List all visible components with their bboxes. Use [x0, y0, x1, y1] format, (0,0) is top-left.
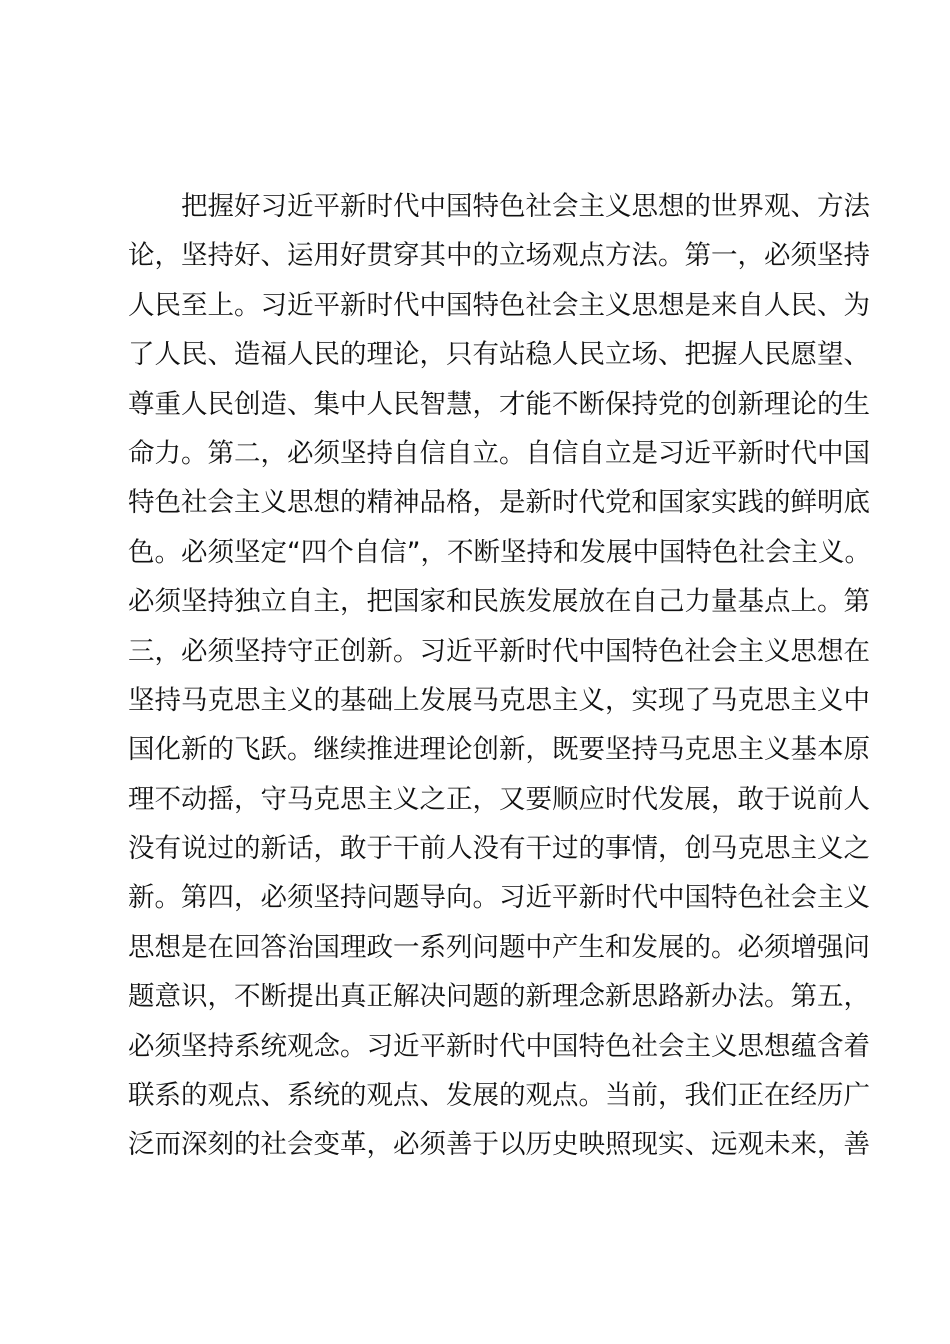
body-paragraph	[128, 182, 871, 1170]
paragraph-line: 题意识，不断提出真正解决问题的新理念新思路新办法。第五，	[128, 981, 870, 1013]
paragraph-line: 论，坚持好、运用好贯穿其中的立场观点方法。第一，必须坚持	[128, 240, 870, 272]
paragraph-line: 把握好习近平新时代中国特色社会主义思想的世界观、方法	[181, 191, 870, 222]
paragraph-line: 联系的观点、系统的观点、发展的观点。当前，我们正在经历广	[128, 1080, 870, 1112]
paragraph-line: 特色社会主义思想的精神品格，是新时代党和国家实践的鲜明底	[128, 487, 870, 519]
paragraph-line: 国化新的飞跃。继续推进理论创新，既要坚持马克思主义基本原	[128, 734, 870, 766]
paragraph-line: 命力。第二，必须坚持自信自立。自信自立是习近平新时代中国	[128, 437, 870, 469]
paragraph-line: 坚持马克思主义的基础上发展马克思主义，实现了马克思主义中	[128, 684, 870, 716]
paragraph-line: 理不动摇，守马克思主义之正，又要顺应时代发展，敢于说前人	[128, 783, 870, 815]
paragraph-line: 必须坚持系统观念。习近平新时代中国特色社会主义思想蕴含着	[128, 1030, 870, 1062]
paragraph-line: 尊重人民创造、集中人民智慧，才能不断保持党的创新理论的生	[128, 388, 870, 420]
paragraph-line: 泛而深刻的社会变革，必须善于以历史映照现实、远观未来，善	[128, 1129, 870, 1161]
paragraph-line: 必须坚持独立自主，把国家和民族发展放在自己力量基点上。第	[128, 586, 870, 618]
paragraph-line: 了人民、造福人民的理论，只有站稳人民立场、把握人民愿望、	[128, 339, 870, 371]
paragraph-line: 思想是在回答治国理政一系列问题中产生和发展的。必须增强问	[128, 931, 870, 963]
paragraph-line: 人民至上。习近平新时代中国特色社会主义思想是来自人民、为	[128, 289, 870, 321]
paragraph-line: 没有说过的新话，敢于干前人没有干过的事情，创马克思主义之	[128, 833, 870, 865]
paragraph-line: 色。必须坚定“四个自信”，不断坚持和发展中国特色社会主义。	[128, 536, 871, 568]
paragraph-line: 新。第四，必须坚持问题导向。习近平新时代中国特色社会主义	[128, 882, 870, 914]
paragraph-line: 三，必须坚持守正创新。习近平新时代中国特色社会主义思想在	[128, 635, 870, 667]
